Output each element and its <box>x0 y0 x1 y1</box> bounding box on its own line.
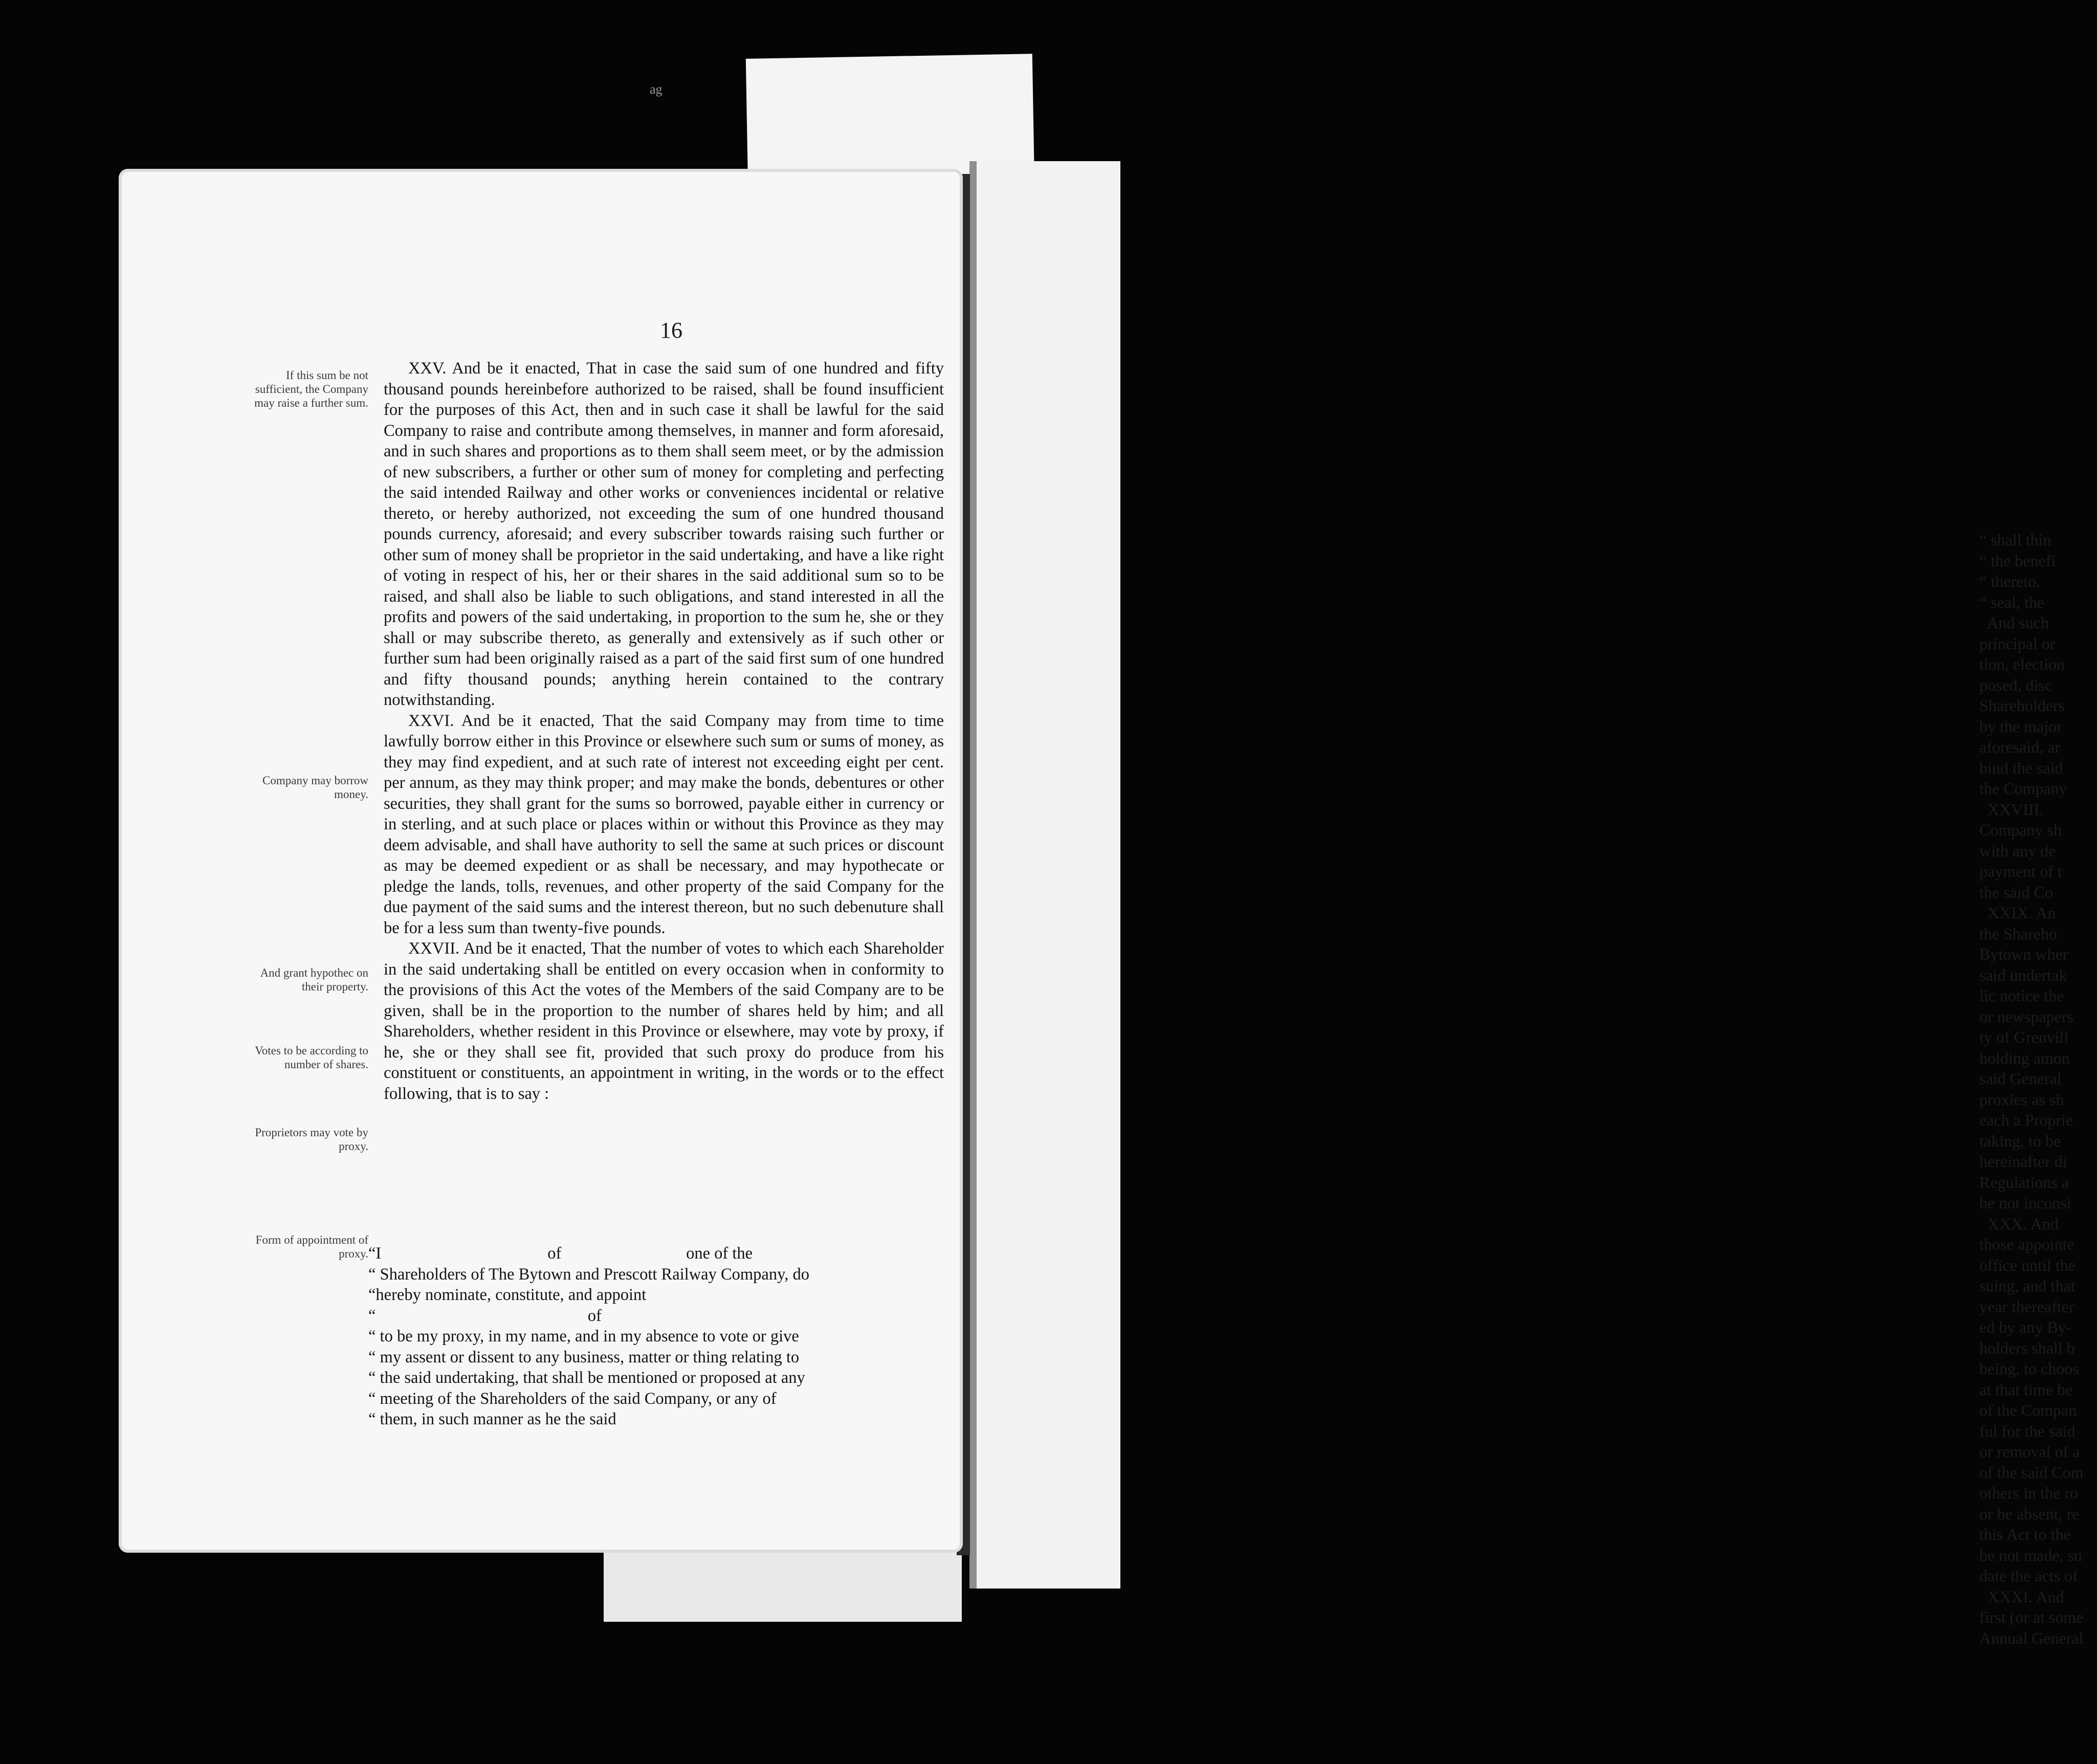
proxy-form-line: “ them, in such manner as he the said <box>368 1410 616 1428</box>
facing-page-line: office until the <box>1979 1255 2076 1274</box>
facing-page-line: And such <box>1979 613 2049 632</box>
proxy-form-line: “ to be my proxy, in my name, and in my absence to vote or give <box>368 1327 799 1346</box>
facing-page-line: or be absent, re <box>1979 1504 2080 1523</box>
facing-page-line: XXIX. An <box>1979 903 2056 922</box>
facing-page-line: bind the said <box>1979 758 2063 777</box>
facing-page-line: proxies as sh <box>1979 1090 2064 1109</box>
margin-note-hypothec: And grant hypothec on their property. <box>260 966 368 993</box>
facing-page-line: “ thereto. <box>1979 572 2041 590</box>
section-xxvii: XXVII. And be it enacted, That the number of votes to which each Shareholder in the said undertaking shall be entitled on every occasion when in conformity to the provisions of this Act the votes of the Members of the said Company are to be given, shall be in the proportion to the number of shares held by him; and all Shareholders, whether resident in this Province or elsewhere, may vote by proxy, if he, she or they shall see fit, provided that such proxy do produce from his constituent or constituents, an appointment in writing, in the words or to the effect following, that is to say : <box>384 939 944 1103</box>
facing-page-text <box>1979 530 2097 1648</box>
facing-page-line: those appointe <box>1979 1235 2074 1253</box>
facing-page-line: tion, election <box>1979 655 2065 673</box>
facing-page-line: the Company <box>1979 779 2067 798</box>
facing-page-line: Shareholders <box>1979 696 2065 715</box>
facing-page-line: each a Proprie <box>1979 1111 2073 1129</box>
facing-page-line: holders shall b <box>1979 1338 2075 1357</box>
proxy-form-line: “ the said undertaking, that shall be mentioned or proposed at any <box>368 1369 805 1387</box>
facing-page-line: the said Co <box>1979 883 2053 901</box>
facing-page-line: this Act to the <box>1979 1525 2071 1544</box>
section-xxvi: XXVI. And be it enacted, That the said Company may from time to time lawfully borrow either in this Province or elsewhere such sum or sums of money, as they may find expedient, and at such rate of interest not exceeding eight per cent. per annum, as they may think proper; and may make the bonds, debentures or other securities, they shall grant for the sums so borrowed, payable either in currency or in sterling, and at such place or places within or without this Province as they may deem advisable, and shall have authority to sell the same at such prices or discount as may be deemed expedient or as shall be necessary, and may hypothecate or pledge the lands, tolls, revenues, and other property of the said Company for the due payment of the said sums and the interest thereon, but no such debenuture shall be for a less sum than twenty-five pounds. <box>384 711 944 937</box>
facing-page-line: date the acts of <box>1979 1567 2078 1585</box>
facing-page-line: holding amon <box>1979 1048 2070 1067</box>
proxy-form-line: “I of one of the <box>368 1244 753 1263</box>
facing-page-line: ty of Grenvill <box>1979 1028 2069 1046</box>
facing-page-line: XXX. And <box>1979 1214 2059 1233</box>
facing-page-line: of the Compan <box>1979 1401 2077 1419</box>
facing-page-line: aforesaid, ar <box>1979 738 2061 756</box>
proxy-form <box>368 1243 944 1430</box>
proxy-form-line: “ Shareholders of The Bytown and Prescott Railway Company, do <box>368 1265 809 1284</box>
facing-page-line: first (or at some <box>1979 1608 2084 1626</box>
facing-page-line: Regulations a <box>1979 1173 2069 1192</box>
margin-note-votes: Votes to be according to number of shares. <box>255 1044 368 1071</box>
page-number: 16 <box>660 318 682 343</box>
facing-page-line: be not made, su <box>1979 1546 2082 1564</box>
margin-note-proxy: Proprietors may vote by proxy. <box>255 1126 368 1153</box>
margin-note-borrow-money: Company may borrow money. <box>262 774 368 801</box>
facing-page-line: by the major <box>1979 717 2062 736</box>
facing-page-line: “ the benefi <box>1979 551 2056 570</box>
facing-page-line: with any de <box>1979 841 2056 860</box>
proxy-form-line: “ meeting of the Shareholders of the said Company, or any of <box>368 1389 777 1408</box>
facing-page-line: suing, and that <box>1979 1276 2076 1295</box>
facing-page-line: hereinafter di <box>1979 1152 2067 1171</box>
facing-page-line: or newspapers <box>1979 1007 2073 1026</box>
top-fragment: ag <box>650 82 663 97</box>
facing-page-line: ed by any By- <box>1979 1318 2072 1336</box>
facing-page-line: payment of t <box>1979 862 2062 880</box>
facing-page-line: “ seal, the <box>1979 592 2045 611</box>
facing-page-line: Bytown wher <box>1979 945 2068 963</box>
facing-page-line: year thereafter <box>1979 1297 2074 1316</box>
statute-text <box>384 358 944 1104</box>
facing-page-line: at that time be <box>1979 1380 2073 1399</box>
facing-page-line: said undertak <box>1979 965 2067 984</box>
margin-note-further-sum: If this sum be not sufficient, the Company may raise a further sum. <box>254 369 368 409</box>
facing-page-line: Annual General <box>1979 1628 2084 1647</box>
facing-page-line: XXVIII. <box>1979 800 2044 819</box>
facing-page-line: the Shareho <box>1979 924 2057 943</box>
facing-page-line: of the said Com <box>1979 1463 2084 1482</box>
facing-page-line: taking, to be <box>1979 1131 2061 1150</box>
proxy-form-line: “ of <box>368 1306 602 1325</box>
section-xxv: XXV. And be it enacted, That in case the said sum of one hundred and fifty thousand pounds hereinbefore authorized to be raised, shall be found insufficient for the purposes of this Act, then and in such case it shall be lawful for the said Company to raise and contribute among themselves, in manner and form aforesaid, and in such shares and proportions as to them shall seem meet, or by the admission of new subscribers, a further or other sum of money for completing and perfecting the said intended Railway and other works or conveniences incidental or relative thereto, or hereby authorized, not exceeding the sum of one hundred thousand pounds currency, aforesaid; and every subscriber towards raising such further or other sum of money shall be proprietor in the said undertaking, and have a like right of voting in respect of his, her or their shares in the said additional sum so to be raised, and shall also be liable to such obligations, and stand interested in all the profits and powers of the said undertaking, in proportion to the sum he, she or they shall or may subscribe thereto, as generally and extensively as if such other or further sum had been originally raised as a part of the said first sum of one hundred and fifty thousand pounds; anything herein contained to the contrary notwithstanding. <box>384 359 944 709</box>
facing-page-line: or removal of a <box>1979 1442 2080 1461</box>
facing-page-line: being, to choos <box>1979 1359 2079 1378</box>
facing-page-line: others in the ro <box>1979 1484 2078 1502</box>
facing-page-line: Company sh <box>1979 821 2062 839</box>
facing-page-line: “ shall thin <box>1979 531 2051 549</box>
facing-page-line: principal or <box>1979 634 2056 653</box>
facing-page <box>969 161 2084 1647</box>
facing-page-line: said General <box>1979 1069 2062 1088</box>
facing-page-line: lic notice the <box>1979 986 2064 1005</box>
facing-page-line: be not inconsi <box>1979 1194 2071 1212</box>
proxy-form-line: “ my assent or dissent to any business, matter or thing relating to <box>368 1348 800 1366</box>
facing-page-line: XXXI. And <box>1979 1587 2064 1606</box>
facing-page-line: ful for the said <box>1979 1421 2076 1440</box>
margin-note-proxy-form: Form of appointment of proxy. <box>255 1233 368 1260</box>
facing-page-line: posed, disc <box>1979 675 2052 694</box>
proxy-form-line: “hereby nominate, constitute, and appoint <box>368 1286 647 1304</box>
